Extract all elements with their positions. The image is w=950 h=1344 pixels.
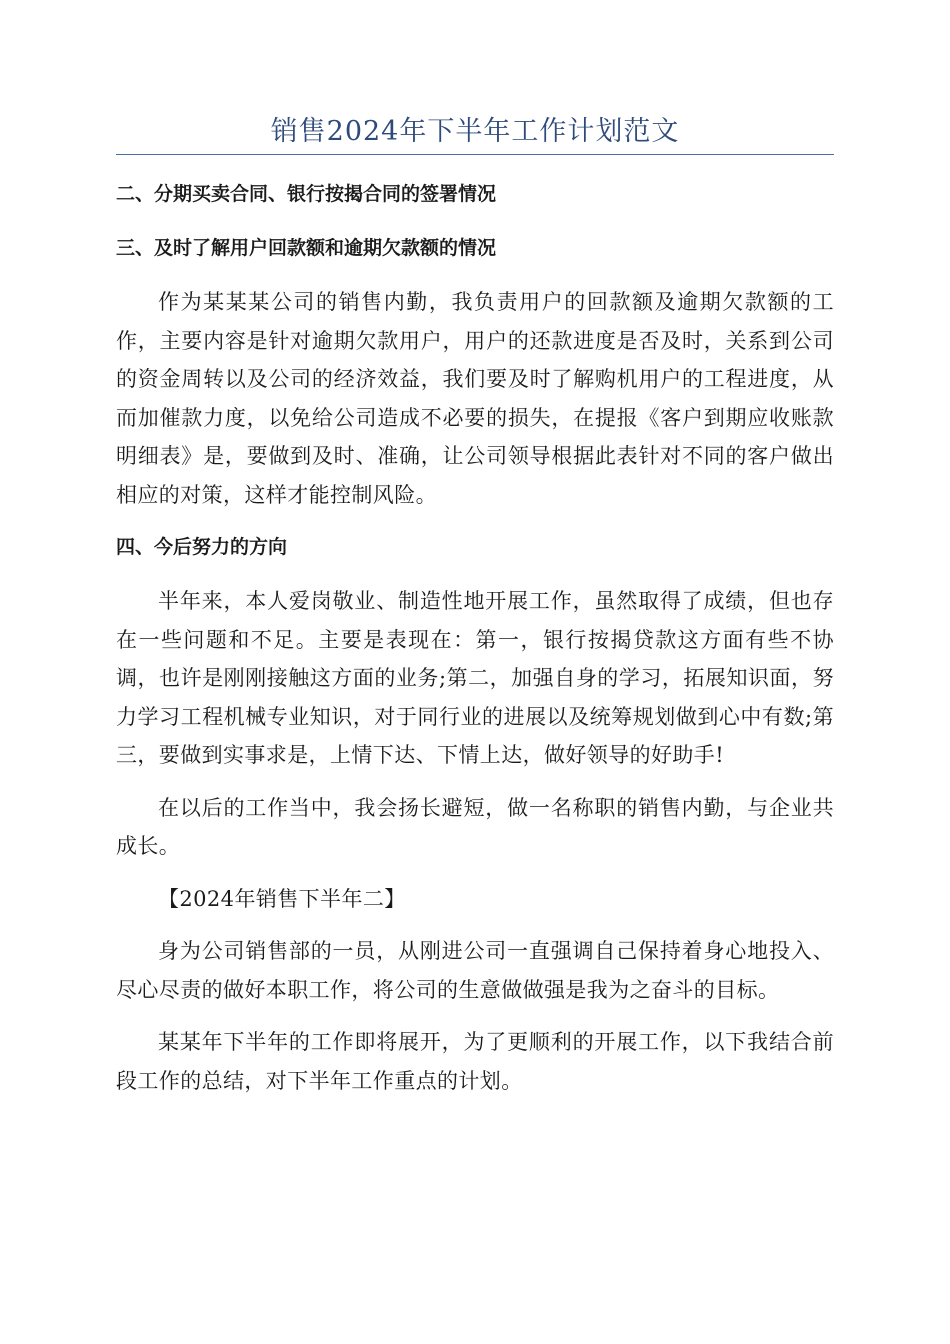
title-underline — [116, 154, 834, 155]
paragraph-part-two-label: 【2024年销售下半年二】 — [158, 886, 406, 911]
paragraph-receivables: 作为某某某公司的销售内勤，我负责用户的回款额及逾期欠款额的工作，主要内容是针对逾期欠款用户，用户的还款进度是否及时，关系到公司的资金周转以及公司的经济效益，我们要及时了解购机用户的工程进度，从而加催款力度，以免给公司造成不必要的损失，在提报《客户到期应收账款明细表》是，要做到及时、准确，让公司领导根据此表针对不同的客户做出相应的对策，这样才能控制风险。 — [116, 290, 834, 507]
section-heading-3: 三、及时了解用户回款额和逾期欠款额的情况 — [116, 237, 497, 259]
document-title: 销售2024年下半年工作计划范文 — [270, 116, 680, 147]
paragraph-future: 在以后的工作当中，我会扬长避短，做一名称职的销售内勤，与企业共成长。 — [116, 795, 834, 858]
paragraph-plan-intro: 某某年下半年的工作即将展开，为了更顺利的开展工作，以下我结合前段工作的总结，对下半年工作重点的计划。 — [116, 1030, 834, 1093]
paragraph-intro-two: 身为公司销售部的一员，从刚进公司一直强调自己保持着身心地投入、尽心尽责的做好本职工作，将公司的生意做做强是我为之奋斗的目标。 — [116, 939, 834, 1002]
document-body — [116, 175, 834, 1114]
section-heading-4: 四、今后努力的方向 — [116, 536, 288, 558]
section-heading-2: 二、分期买卖合同、银行按揭合同的签署情况 — [116, 183, 497, 205]
paragraph-review: 半年来，本人爱岗敬业、制造性地开展工作，虽然取得了成绩，但也存在一些问题和不足。主要是表现在：第一，银行按揭贷款这方面有些不协调，也许是刚刚接触这方面的业务;第二，加强自身的学习，拓展知识面，努力学习工程机械专业知识，对于同行业的进展以及统筹规划做到心中有数;第三，要做到实事求是，上情下达、下情上达，做好领导的好助手! — [116, 589, 834, 767]
